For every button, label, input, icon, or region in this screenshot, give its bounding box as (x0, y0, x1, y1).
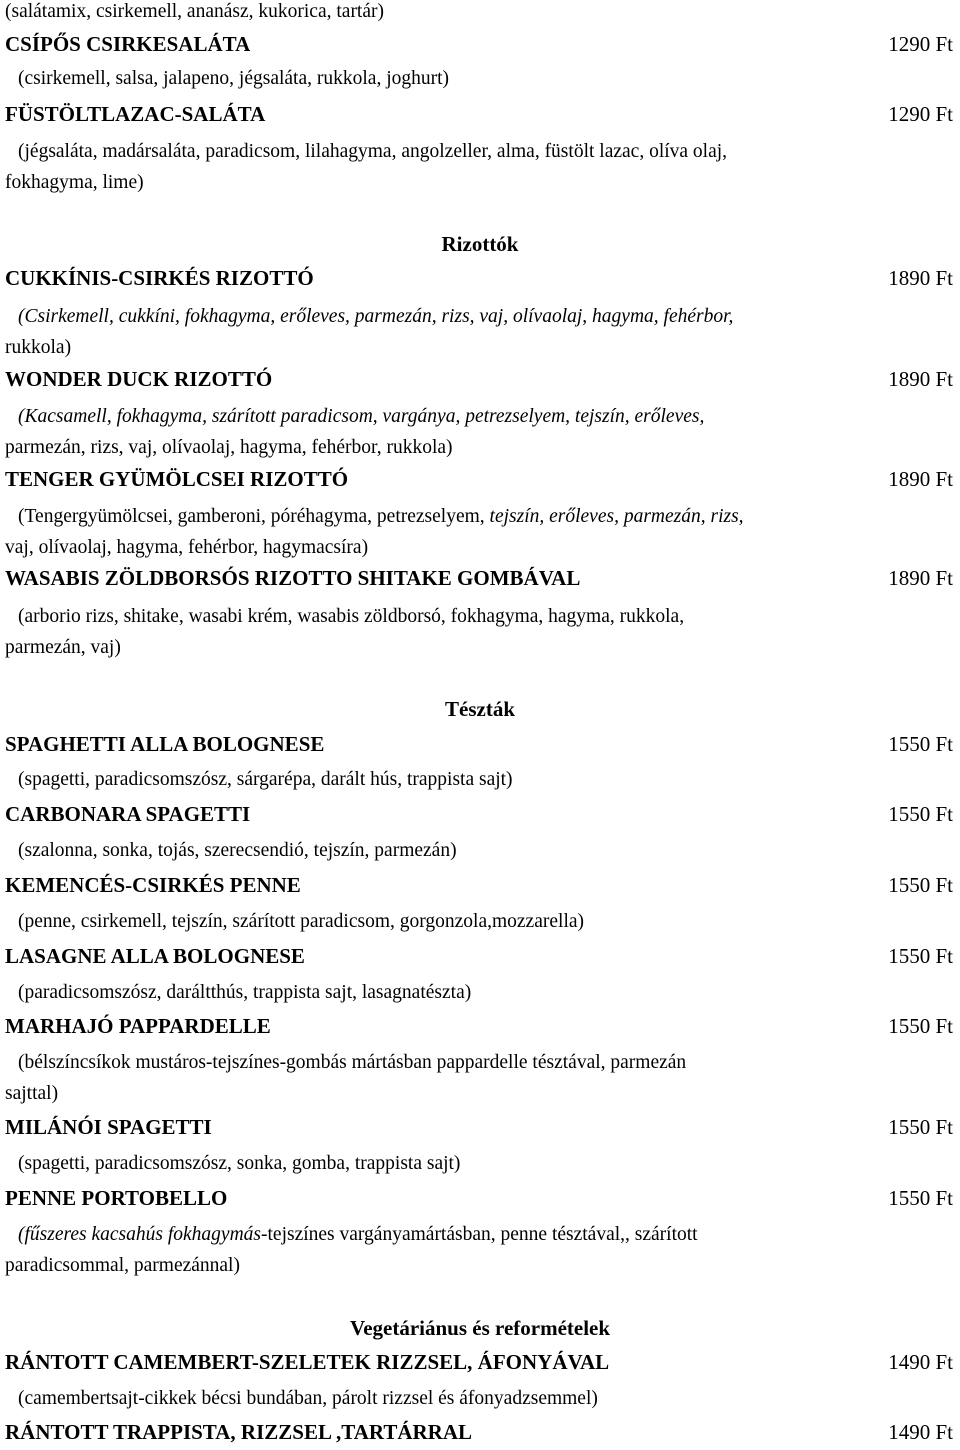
section-heading-vegetarian: Vegetáriánus és reformételek (349, 1316, 611, 1340)
item-price: 1890 Ft (888, 266, 953, 290)
item-price: 1490 Ft (888, 1350, 953, 1374)
item-description: (jégsaláta, madársaláta, paradicsom, lilahagyma, angolzeller, alma, füstölt lazac, olíva olaj, fokhagyma, lime) (5, 141, 728, 193)
item-name: CARBONARA SPAGETTI (5, 802, 251, 826)
item-name: TENGER GYÜMÖLCSEI RIZOTTÓ (5, 467, 349, 491)
item-description: (fűszeres kacsahús fokhagymás-tejszínes vargányamártásban, penne tésztával,, szárított paradicsommal, parmezánnal) (5, 1224, 698, 1276)
item-price: 1290 Ft (888, 32, 953, 56)
item-description: (penne, csirkemell, tejszín, szárított paradicsom, gorgonzola,mozzarella) (18, 911, 585, 932)
menu-item (5, 266, 953, 291)
item-name: MARHAJÓ PAPPARDELLE (5, 1014, 271, 1038)
item-price: 1290 Ft (888, 102, 953, 126)
item-name: PENNE PORTOBELLO (5, 1186, 228, 1210)
menu-item (5, 367, 953, 392)
item-name: CUKKÍNIS-CSIRKÉS RIZOTTÓ (5, 266, 314, 290)
menu-item (5, 1420, 953, 1445)
item-description: (Kacsamell, fokhagyma, szárított paradicsom, vargánya, petrezselyem, tejszín, erőleves, parmezán, rizs, vaj, olívaolaj, hagyma, fehérbor, rukkola) (5, 406, 705, 458)
menu-item (5, 802, 953, 827)
menu-item (5, 1014, 953, 1039)
item-description: (spagetti, paradicsomszósz, sárgarépa, darált hús, trappista sajt) (18, 769, 513, 790)
item-price: 1550 Ft (888, 1014, 953, 1038)
item-name: MILÁNÓI SPAGETTI (5, 1115, 212, 1139)
menu-item (5, 566, 953, 591)
item-description: (camembertsajt-cikkek bécsi bundában, párolt rizzsel és áfonyadzsemmel) (18, 1388, 598, 1409)
item-description: (csirkemell, salsa, jalapeno, jégsaláta, rukkola, joghurt) (18, 68, 450, 89)
item-description: (spagetti, paradicsomszósz, sonka, gomba, trappista sajt) (18, 1153, 461, 1174)
item-description: (salátamix, csirkemell, ananász, kukorica, tartár) (5, 1, 384, 22)
menu-item (5, 732, 953, 757)
section-heading-pasta: Tészták (445, 697, 515, 721)
item-price: 1890 Ft (888, 467, 953, 491)
menu-item (5, 873, 953, 898)
item-price: 1550 Ft (888, 802, 953, 826)
item-description: (arborio rizs, shitake, wasabi krém, wasabis zöldborsó, fokhagyma, hagyma, rukkola, parmezán, vaj) (5, 606, 685, 658)
item-price: 1490 Ft (888, 1420, 953, 1444)
item-description: (bélszíncsíkok mustáros-tejszínes-gombás mártásban pappardelle tésztával, parmezán sajttal) (5, 1052, 687, 1104)
item-name: SPAGHETTI ALLA BOLOGNESE (5, 732, 325, 756)
item-price: 1550 Ft (888, 1186, 953, 1210)
item-price: 1890 Ft (888, 367, 953, 391)
item-price: 1550 Ft (888, 873, 953, 897)
item-name: RÁNTOTT CAMEMBERT-SZELETEK RIZZSEL, ÁFONYÁVAL (5, 1350, 610, 1374)
menu-item (5, 1186, 953, 1211)
item-name: WASABIS ZÖLDBORSÓS RIZOTTO SHITAKE GOMBÁVAL (5, 566, 581, 590)
menu-item (5, 944, 953, 969)
item-name: KEMENCÉS-CSIRKÉS PENNE (5, 873, 301, 897)
item-name: FÜSTÖLTLAZAC-SALÁTA (5, 102, 266, 126)
item-name: WONDER DUCK RIZOTTÓ (5, 367, 273, 391)
item-description: (Tengergyümölcsei, gamberoni, póréhagyma, petrezselyem, tejszín, erőleves, parmezán, rizs, vaj, olívaolaj, hagyma, fehérbor, hagymacsíra) (5, 506, 744, 558)
section-heading-risotto: Rizottók (441, 232, 519, 256)
item-description: (paradicsomszósz, daráltthús, trappista sajt, lasagnatészta) (18, 982, 472, 1003)
item-description: (Csirkemell, cukkíni, fokhagyma, erőleves, parmezán, rizs, vaj, olívaolaj, hagyma, fehérbor, rukkola) (5, 306, 734, 358)
item-description: (szalonna, sonka, tojás, szerecsendió, tejszín, parmezán) (18, 840, 457, 861)
item-name: RÁNTOTT TRAPPISTA, RIZZSEL ,TARTÁRRAL (5, 1420, 473, 1444)
item-name: LASAGNE ALLA BOLOGNESE (5, 944, 305, 968)
item-price: 1550 Ft (888, 732, 953, 756)
menu-item (5, 1115, 953, 1140)
menu-item (5, 32, 953, 57)
item-price: 1550 Ft (888, 1115, 953, 1139)
item-price: 1890 Ft (888, 566, 953, 590)
item-name: CSÍPŐS CSIRKESALÁTA (5, 32, 251, 56)
menu-item (5, 102, 953, 127)
menu-item (5, 467, 953, 492)
item-price: 1550 Ft (888, 944, 953, 968)
menu-item (5, 1350, 953, 1375)
